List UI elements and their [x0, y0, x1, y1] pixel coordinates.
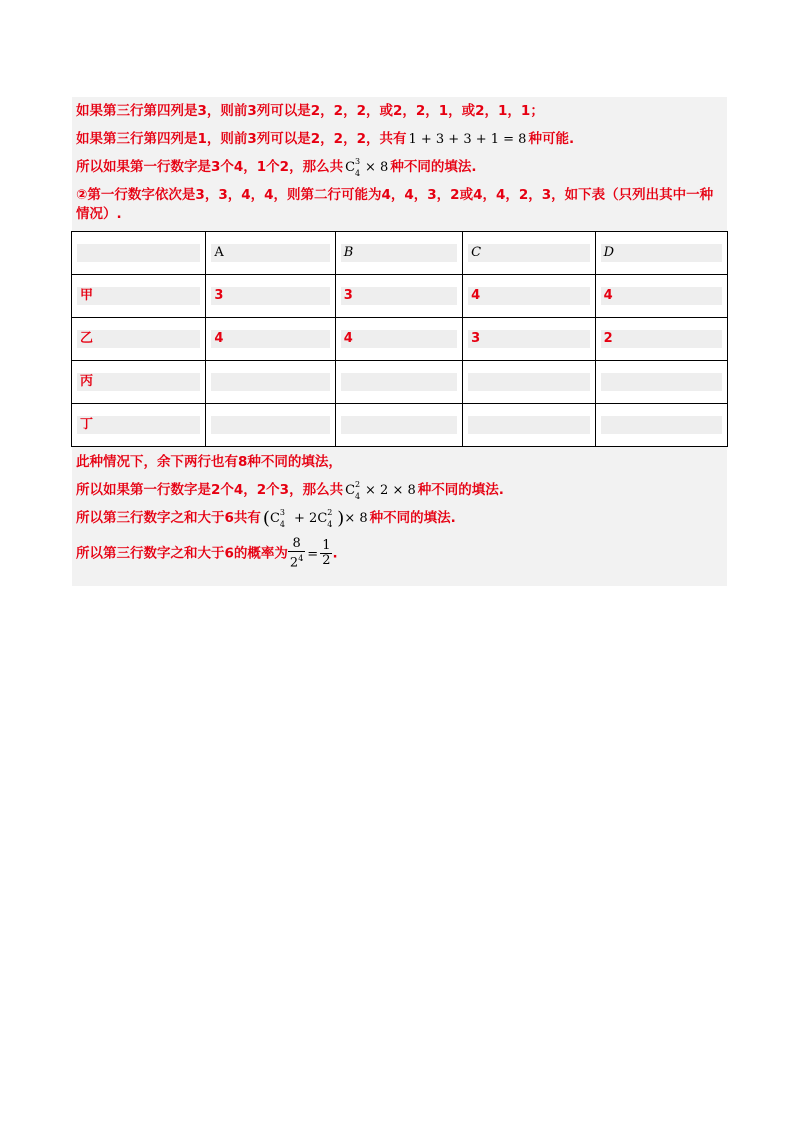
combination-sup: 2 [327, 508, 333, 517]
table-cell [595, 404, 727, 447]
text-line-2 [72, 128, 727, 151]
row-label-cell: 丁 [72, 404, 206, 447]
table-cell: 4 [463, 275, 595, 318]
table-header-cell: B [335, 232, 462, 275]
text-line-8-pre: 所以第三行数字之和大于6的概率为 [76, 545, 288, 562]
fraction-numerator: 1 [322, 538, 331, 554]
text-line-7 [72, 507, 727, 530]
combination-sub: 4 [355, 169, 361, 178]
table-cell: 4 [206, 318, 335, 361]
text-line-8-post: . [332, 545, 338, 562]
combination-indices [355, 480, 365, 501]
table-cell: 4 [335, 318, 462, 361]
table-cell [463, 361, 595, 404]
combination-indices [279, 508, 290, 529]
combination-tail: × 8 [344, 511, 368, 526]
fraction-denominator [288, 551, 305, 570]
table-cell [463, 404, 595, 447]
row-label-cell: 乙 [72, 318, 206, 361]
table-row [72, 318, 728, 361]
row-label-cell: 丙 [72, 361, 206, 404]
combination-c: C [269, 511, 280, 526]
table-row [72, 275, 728, 318]
table-cell [206, 361, 335, 404]
text-line-6-post: 种不同的填法. [417, 482, 504, 498]
table-row [72, 404, 728, 447]
table-cell [206, 404, 335, 447]
table-cell [595, 361, 727, 404]
table-header-cell: A [206, 232, 335, 275]
combination-sup: 2 [355, 480, 361, 489]
text-line-3 [72, 156, 727, 179]
combination-plus: + 2 [289, 511, 318, 526]
table-cell: 3 [335, 275, 462, 318]
combination-indices [355, 157, 365, 178]
table-cell [335, 361, 462, 404]
table-header-cell [72, 232, 206, 275]
text-line-8 [72, 535, 727, 573]
probability-fraction-1 [288, 537, 305, 570]
combination-sub: 4 [327, 520, 333, 529]
combination-expression-1 [343, 158, 390, 177]
table-cell: 3 [463, 318, 595, 361]
table-cell: 4 [595, 275, 727, 318]
combination-c: C [345, 160, 356, 175]
table-header-cell: D [595, 232, 727, 275]
text-line-4: ②第一行数字依次是3，3，4，4，则第二行可能为4，4，3，2或4，4，2，3，如下表（只列出其中一种情况）. [76, 187, 714, 222]
combination-expression-2 [343, 481, 418, 500]
combination-c: C [345, 483, 356, 498]
fraction-numerator: 8 [292, 536, 301, 551]
fraction-denominator: 2 [322, 553, 331, 569]
text-line-2-post: 种可能. [528, 131, 575, 147]
solution-block [72, 97, 727, 586]
equals-sign: = [307, 546, 319, 562]
combination-sup: 3 [279, 508, 285, 517]
text-line-6 [72, 479, 727, 502]
probability-fraction-2 [320, 539, 332, 568]
right-paren: ) [337, 508, 345, 529]
text-line-1: 如果第三行第四列是3，则前3列可以是2，2，2，或2，2，1，或2，1，1； [76, 103, 544, 119]
combination-sup: 3 [355, 157, 361, 166]
denominator-exponent: 4 [298, 554, 304, 563]
combination-sub: 4 [279, 520, 285, 529]
table-header-cell: C [463, 232, 595, 275]
combination-tail: × 8 [365, 160, 389, 175]
combination-tail: × 2 × 8 [365, 483, 416, 498]
text-line-7-pre: 所以第三行数字之和大于6共有 [76, 510, 261, 526]
denominator-base: 2 [289, 555, 299, 571]
combination-expression-3 [261, 509, 370, 528]
combination-c: C [317, 511, 328, 526]
left-paren: ( [262, 508, 270, 529]
table-cell [335, 404, 462, 447]
text-line-3-pre: 所以如果第一行数字是3个4，1个2，那么共 [76, 159, 344, 175]
combination-indices [327, 508, 337, 529]
table-cell: 2 [595, 318, 727, 361]
text-line-6-pre: 所以如果第一行数字是2个4，2个3，那么共 [76, 482, 344, 498]
text-line-2-pre: 如果第三行第四列是1，则前3列可以是2，2，2，共有 [76, 131, 407, 147]
fill-table [71, 231, 728, 447]
table-cell: 3 [206, 275, 335, 318]
text-line-5: 此种情况下，余下两行也有8种不同的填法， [76, 454, 342, 470]
table-row [72, 361, 728, 404]
text-line-7-post: 种不同的填法. [369, 510, 456, 526]
text-line-3-post: 种不同的填法. [390, 159, 477, 175]
sum-expression: 1 + 3 + 3 + 1 = 8 [408, 132, 527, 147]
row-label-cell: 甲 [72, 275, 206, 318]
table-header-row [72, 232, 728, 275]
combination-sub: 4 [355, 492, 361, 501]
